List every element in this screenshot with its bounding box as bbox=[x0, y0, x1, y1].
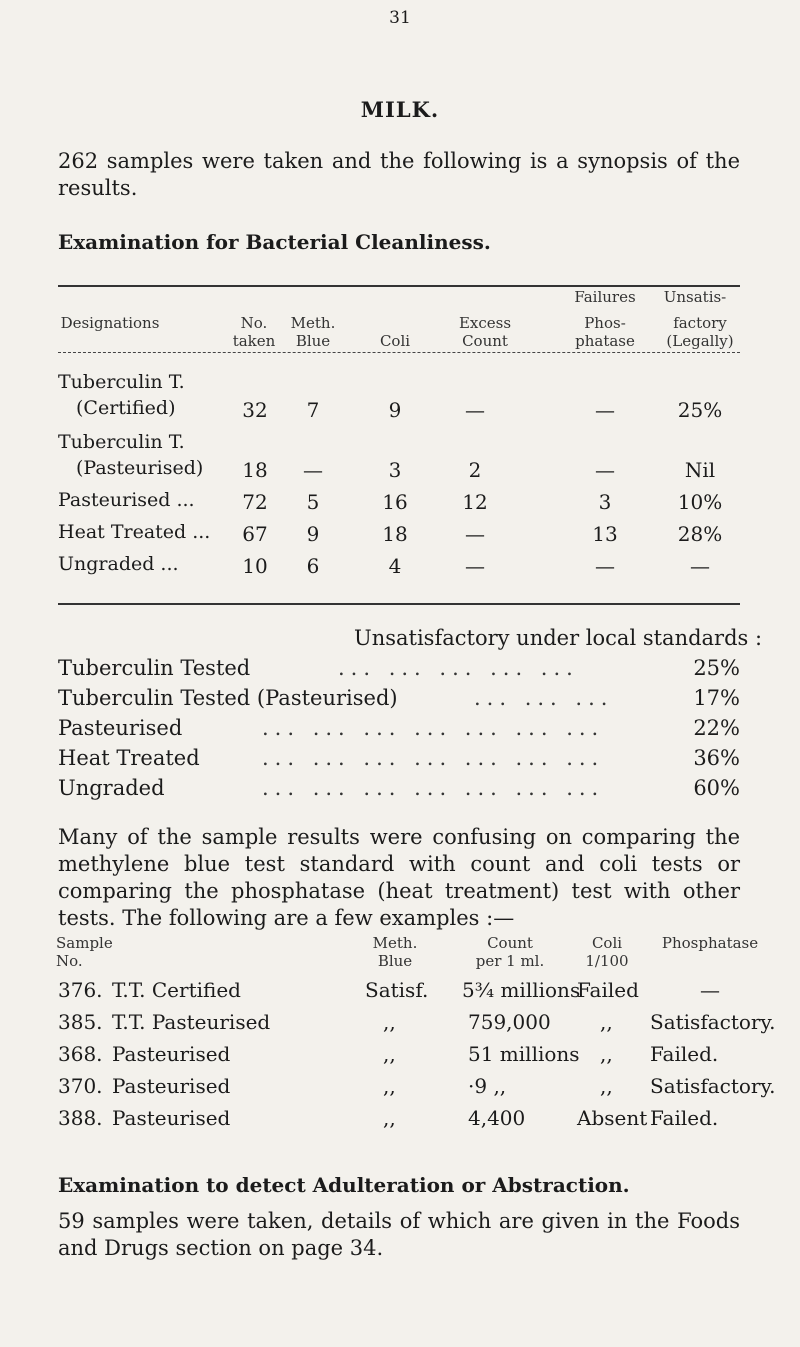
example-phosphatase: Failed. bbox=[650, 1042, 719, 1066]
excess-count-header-line1: Excess bbox=[458, 314, 512, 332]
table-row-label: Tuberculin T. bbox=[58, 431, 185, 453]
table-cell: Nil bbox=[684, 458, 716, 482]
example-count: 5¾ millions bbox=[462, 978, 581, 1002]
table-row-label: Pasteurised ... bbox=[58, 489, 195, 511]
table-cell: 9 bbox=[306, 522, 320, 546]
count-header-line2: per 1 ml. bbox=[475, 952, 545, 970]
table-cell: 12 bbox=[462, 490, 488, 514]
table-cell: 13 bbox=[592, 522, 618, 546]
table-cell: 6 bbox=[306, 554, 320, 578]
table-row-label: Tuberculin T. bbox=[58, 371, 185, 393]
table-cell: 10% bbox=[677, 490, 723, 514]
table-cell: — bbox=[595, 458, 615, 482]
table-cell: 3 bbox=[598, 490, 612, 514]
header-rule bbox=[58, 352, 740, 353]
table-cell: 7 bbox=[306, 398, 320, 422]
page-title: MILK. bbox=[360, 97, 440, 122]
meth-blue-header-line1: Meth. bbox=[290, 314, 336, 332]
example-coli: ,, bbox=[600, 1042, 613, 1066]
table-cell: 3 bbox=[388, 458, 402, 482]
example-phosphatase: — bbox=[700, 978, 720, 1002]
example-meth: ,, bbox=[383, 1010, 396, 1034]
table-cell: 32 bbox=[242, 398, 268, 422]
table-cell: 18 bbox=[382, 522, 408, 546]
example-meth: ,, bbox=[383, 1042, 396, 1066]
example-phosphatase: Failed. bbox=[650, 1106, 719, 1130]
standards-value: 36% bbox=[693, 746, 740, 770]
example-name: T.T. Certified bbox=[112, 978, 241, 1002]
standards-heading: Unsatisfactory under local standards : bbox=[354, 626, 763, 650]
coli-header: Coli bbox=[379, 332, 411, 350]
table-cell: 18 bbox=[242, 458, 268, 482]
adulteration-paragraph: 59 samples were taken, details of which are given in the Foods and Drugs section on page 34. bbox=[58, 1209, 740, 1260]
phosphatase-header: Phosphatase bbox=[661, 934, 759, 952]
example-no: 368. bbox=[58, 1042, 103, 1066]
failures-header: Failures bbox=[574, 288, 636, 306]
page-number: 31 bbox=[389, 8, 411, 28]
example-count: 759,000 bbox=[468, 1010, 551, 1034]
table-cell: 25% bbox=[677, 398, 723, 422]
table-row-label: (Certified) bbox=[76, 397, 176, 419]
table-cell: 28% bbox=[677, 522, 723, 546]
example-no: 370. bbox=[58, 1074, 103, 1098]
table-cell: 4 bbox=[388, 554, 402, 578]
table-cell: — bbox=[595, 554, 615, 578]
table-row-label: Ungraded ... bbox=[58, 553, 179, 575]
example-coli: ,, bbox=[600, 1010, 613, 1034]
table-cell: 67 bbox=[242, 522, 268, 546]
table-cell: — bbox=[465, 522, 485, 546]
table-cell: 9 bbox=[388, 398, 402, 422]
standards-value: 22% bbox=[693, 716, 740, 740]
standards-value: 25% bbox=[693, 656, 740, 680]
leader-dots: ... ... ... ... ... ... ... bbox=[262, 746, 605, 770]
section-heading-bacterial: Examination for Bacterial Cleanliness. bbox=[58, 230, 491, 254]
meth-blue-header-line2: Blue bbox=[295, 332, 331, 350]
example-meth: ,, bbox=[383, 1106, 396, 1130]
table-cell: 72 bbox=[242, 490, 268, 514]
example-no: 385. bbox=[58, 1010, 103, 1034]
standards-label: Tuberculin Tested (Pasteurised) bbox=[58, 686, 398, 710]
example-name: Pasteurised bbox=[112, 1042, 231, 1066]
table-cell: — bbox=[595, 398, 615, 422]
table-cell: 10 bbox=[242, 554, 268, 578]
designations-header: Designations bbox=[60, 314, 160, 332]
unsatis-header: Unsatis- bbox=[663, 288, 727, 306]
example-phosphatase: Satisfactory. bbox=[650, 1010, 776, 1034]
example-meth: ,, bbox=[383, 1074, 396, 1098]
no-taken-header-line2: taken bbox=[232, 332, 276, 350]
example-coli: ,, bbox=[600, 1074, 613, 1098]
coli-header-line2: 1/100 bbox=[585, 952, 629, 970]
example-coli: Failed bbox=[577, 978, 639, 1002]
unsatisfactory-header-line2: (Legally) bbox=[666, 332, 734, 350]
table-cell: 5 bbox=[306, 490, 320, 514]
standards-label: Pasteurised bbox=[58, 716, 183, 740]
example-no: 388. bbox=[58, 1106, 103, 1130]
table-top-rule bbox=[58, 285, 740, 287]
table-cell: — bbox=[303, 458, 323, 482]
unsatisfactory-header-line1: factory bbox=[673, 314, 727, 332]
table-cell: 16 bbox=[382, 490, 408, 514]
excess-count-header-line2: Count bbox=[462, 332, 508, 350]
phosphatase-header-line1: Phos- bbox=[584, 314, 626, 332]
coli-header-line1: Coli bbox=[591, 934, 623, 952]
no-taken-header-line1: No. bbox=[240, 314, 268, 332]
count-header-line1: Count bbox=[487, 934, 533, 952]
example-name: Pasteurised bbox=[112, 1106, 231, 1130]
sample-header-line2: No. bbox=[56, 952, 83, 970]
meth-header-line1: Meth. bbox=[372, 934, 418, 952]
example-name: T.T. Pasteurised bbox=[112, 1010, 271, 1034]
standards-value: 60% bbox=[693, 776, 740, 800]
example-count: 51 millions bbox=[468, 1042, 580, 1066]
table-cell: — bbox=[690, 554, 710, 578]
example-coli: Absent bbox=[577, 1106, 648, 1130]
section-heading-adulteration: Examination to detect Adulteration or Abstraction. bbox=[58, 1173, 630, 1197]
table-cell: 2 bbox=[468, 458, 482, 482]
example-count: ·9 ,, bbox=[468, 1074, 507, 1098]
intro-paragraph: 262 samples were taken and the following is a synopsis of the results. bbox=[58, 149, 740, 200]
meth-header-line2: Blue bbox=[377, 952, 413, 970]
leader-dots: ... ... ... ... ... bbox=[338, 656, 579, 680]
leader-dots: ... ... ... ... ... ... ... bbox=[262, 776, 605, 800]
leader-dots: ... ... ... bbox=[474, 686, 614, 710]
example-meth: Satisf. bbox=[365, 978, 429, 1002]
standards-label: Heat Treated bbox=[58, 746, 200, 770]
table-cell: — bbox=[465, 554, 485, 578]
table-row-label: Heat Treated ... bbox=[58, 521, 211, 543]
sample-header-line1: Sample bbox=[56, 934, 113, 952]
example-count: 4,400 bbox=[468, 1106, 526, 1130]
examples-paragraph: Many of the sample results were confusing on comparing the methylene blue test standard with count and coli tests or comparing the phosphatase (heat treatment) test with other tests. The following are a few examples :— bbox=[58, 825, 740, 930]
phosphatase-header-line2: phatase bbox=[575, 332, 635, 350]
standards-value: 17% bbox=[693, 686, 740, 710]
standards-label: Ungraded bbox=[58, 776, 165, 800]
table-bottom-rule bbox=[58, 603, 740, 605]
example-name: Pasteurised bbox=[112, 1074, 231, 1098]
example-phosphatase: Satisfactory. bbox=[650, 1074, 776, 1098]
standards-label: Tuberculin Tested bbox=[58, 656, 251, 680]
table-row-label: (Pasteurised) bbox=[76, 457, 204, 479]
leader-dots: ... ... ... ... ... ... ... bbox=[262, 716, 605, 740]
table-cell: — bbox=[465, 398, 485, 422]
example-no: 376. bbox=[58, 978, 103, 1002]
